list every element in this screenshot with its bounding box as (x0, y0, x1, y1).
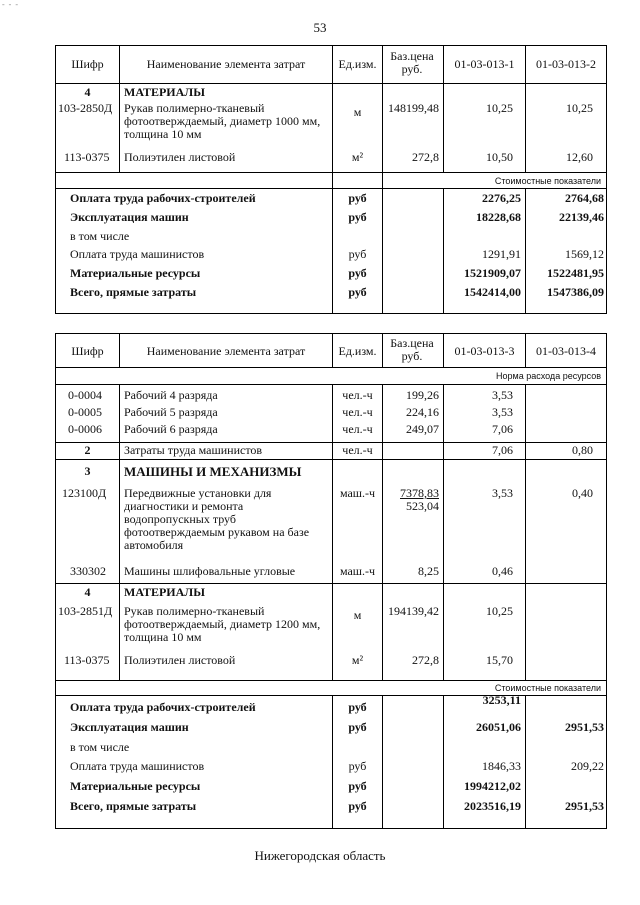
item-value-1: 10,25 (486, 101, 513, 115)
machine-price: 7378,83 (400, 486, 439, 500)
machine-code: 330302 (70, 564, 106, 578)
header-name: Наименование элемента затрат (146, 57, 306, 71)
row-divider (56, 680, 606, 681)
summary-unit: руб (348, 799, 367, 813)
summary-name: в том числе (70, 740, 130, 754)
item-name: Полиэтилен листовой (124, 150, 236, 164)
summary-value-2: 209,22 (571, 759, 604, 773)
summary-value-1: 1994212,02 (464, 779, 521, 793)
header-col1: 01-03-013-1 (454, 57, 515, 71)
item-unit: м² (351, 653, 364, 667)
header-unit: Ед.изм. (338, 57, 377, 71)
scan-mark: - - - (2, 0, 19, 9)
worker-unit: чел.-ч (342, 388, 373, 402)
item-name: Полиэтилен листовой (124, 653, 236, 667)
summary-name: Эксплуатация машин (70, 720, 189, 734)
summary-value-2: 1547386,09 (547, 285, 604, 299)
summary-value-2: 22139,46 (559, 210, 604, 224)
row-divider (56, 172, 606, 173)
summary-name: Эксплуатация машин (70, 210, 189, 224)
header-unit: Ед.изм. (338, 344, 377, 358)
header-name: Наименование элемента затрат (146, 344, 306, 358)
summary-name: Материальные ресурсы (70, 779, 201, 793)
summary-unit: руб (348, 720, 367, 734)
footer-region: Нижегородская область (254, 848, 386, 863)
item-code: 113-0375 (64, 653, 110, 667)
summary-unit: руб (348, 759, 367, 773)
page-number: 53 (313, 20, 327, 35)
summary-name: Всего, прямые затраты (70, 799, 197, 813)
summary-name: Оплата труда машинистов (70, 247, 205, 261)
machine-value-2: 0,40 (572, 486, 593, 500)
item-value-2: 10,25 (566, 101, 593, 115)
col-divider (382, 334, 383, 367)
machinists-name: Затраты труда машинистов (124, 443, 263, 457)
worker-code: 0-0005 (68, 405, 102, 419)
summary-value-2: 1522481,95 (547, 266, 604, 280)
summary-unit: руб (348, 266, 367, 280)
summary-value-1: 1846,33 (482, 759, 521, 773)
worker-unit: чел.-ч (342, 422, 373, 436)
machine-name: Передвижные установки для диагностики и ремонта водопропускных труб фотоотверждаемым рукавом на базе автомобиля (124, 486, 310, 552)
summary-name: Оплата труда машинистов (70, 759, 205, 773)
summary-value-2: 2764,68 (565, 191, 604, 205)
worker-price: 249,07 (406, 422, 439, 436)
worker-value-1: 7,06 (492, 422, 513, 436)
worker-value-1: 3,53 (492, 388, 513, 402)
machinists-code: 2 (84, 443, 91, 457)
worker-code: 0-0006 (68, 422, 102, 436)
item-unit: м² (351, 150, 364, 164)
machine-price-secondary: 523,04 (406, 499, 439, 513)
item-value-1: 10,25 (486, 604, 513, 618)
item-price: 272,8 (412, 653, 439, 667)
summary-value-1: 1542414,00 (464, 285, 521, 299)
header-base-price: Баз.цена руб. (390, 336, 434, 363)
worker-unit: чел.-ч (342, 405, 373, 419)
machine-name: Машины шлифовальные угловые (124, 564, 296, 578)
summary-name: в том числе (70, 229, 130, 243)
row-divider (56, 695, 606, 696)
section-title: МАТЕРИАЛЫ (124, 585, 205, 599)
item-value-1: 10,50 (486, 150, 513, 164)
row-divider (56, 384, 606, 385)
section-number: 4 (84, 85, 91, 99)
section-label: Стоимостные показатели (494, 683, 601, 693)
item-name: Рукав полимерно-тканевый фотоотверждаемый, диаметр 1200 мм, толщина 10 мм (124, 604, 321, 644)
header-col2: 01-03-013-2 (536, 57, 596, 71)
section-title: МАТЕРИАЛЫ (124, 85, 205, 99)
item-code: 113-0375 (64, 150, 110, 164)
summary-name: Оплата труда рабочих-строителей (70, 191, 256, 205)
header-base-price: Баз.цена руб. (390, 49, 434, 76)
machinists-unit: чел.-ч (342, 443, 373, 457)
summary-value-1: 2023516,19 (464, 799, 521, 813)
item-unit: м (353, 105, 362, 119)
item-price: 148199,48 (388, 101, 439, 115)
col-divider (119, 384, 120, 680)
col-divider (525, 384, 526, 680)
machine-price: 8,25 (418, 564, 439, 578)
item-name: Рукав полимерно-тканевый фотоотверждаемый, диаметр 1000 мм, толщина 10 мм (124, 101, 321, 141)
header-code: Шифр (71, 57, 104, 71)
cost-table-2 (55, 333, 607, 829)
summary-name: Оплата труда рабочих-строителей (70, 700, 256, 714)
item-code: 103-2851Д (58, 604, 113, 618)
summary-value-2: 2951,53 (565, 799, 604, 813)
summary-name: Материальные ресурсы (70, 266, 201, 280)
summary-unit: руб (348, 285, 367, 299)
header-code: Шифр (71, 344, 104, 358)
machinists-value-2: 0,80 (572, 443, 593, 457)
header-col2: 01-03-013-4 (536, 344, 596, 358)
worker-name: Рабочий 4 разряда (124, 388, 218, 402)
worker-price: 224,16 (406, 405, 439, 419)
row-divider (56, 459, 606, 460)
machine-code: 123100Д (62, 486, 107, 500)
summary-value-1: 3253,11 (482, 693, 521, 707)
row-divider (56, 367, 606, 368)
summary-unit: руб (348, 700, 367, 714)
worker-value-1: 3,53 (492, 405, 513, 419)
summary-value-1: 1521909,07 (464, 266, 521, 280)
worker-name: Рабочий 5 разряда (124, 405, 218, 419)
machine-value-1: 0,46 (492, 564, 513, 578)
machinists-value-1: 7,06 (492, 443, 513, 457)
item-value-1: 15,70 (486, 653, 513, 667)
section-label: Стоимостные показатели (494, 176, 601, 186)
section-number: 3 (84, 464, 91, 478)
worker-code: 0-0004 (68, 388, 102, 402)
machine-unit: маш.-ч (339, 564, 376, 578)
summary-value-1: 18228,68 (476, 210, 521, 224)
summary-unit: руб (348, 191, 367, 205)
summary-value-2: 2951,53 (565, 720, 604, 734)
summary-name: Всего, прямые затраты (70, 285, 197, 299)
col-divider (382, 695, 383, 829)
machine-value-1: 3,53 (492, 486, 513, 500)
item-value-2: 12,60 (566, 150, 593, 164)
summary-unit: руб (348, 210, 367, 224)
row-divider (56, 583, 606, 584)
item-price: 272,8 (412, 150, 439, 164)
summary-value-2: 1569,12 (565, 247, 604, 261)
item-unit: м (353, 608, 362, 622)
summary-value-1: 26051,06 (476, 720, 521, 734)
summary-unit: руб (348, 247, 367, 261)
section-label: Норма расхода ресурсов (496, 371, 601, 381)
summary-value-1: 1291,91 (482, 247, 521, 261)
worker-name: Рабочий 6 разряда (124, 422, 218, 436)
summary-value-1: 2276,25 (482, 191, 521, 205)
item-code: 103-2850Д (58, 101, 113, 115)
header-col1: 01-03-013-3 (454, 344, 515, 358)
machine-unit: маш.-ч (339, 486, 376, 500)
section-title: МАШИНЫ И МЕХАНИЗМЫ (124, 464, 302, 479)
section-number: 4 (84, 585, 91, 599)
cost-table-1 (55, 45, 607, 314)
row-divider (56, 83, 606, 84)
row-divider (56, 188, 606, 189)
summary-unit: руб (348, 779, 367, 793)
worker-price: 199,26 (406, 388, 439, 402)
item-price: 194139,42 (388, 604, 439, 618)
